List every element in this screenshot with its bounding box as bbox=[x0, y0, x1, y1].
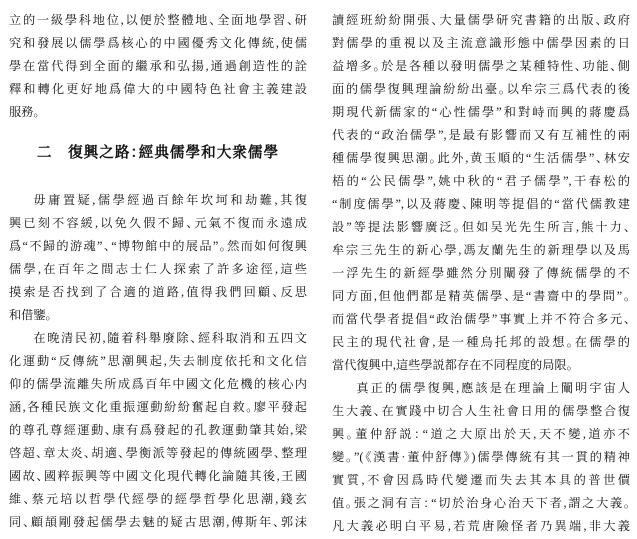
section-heading: 二 復興之路：經典儒學和大衆儒學 bbox=[36, 145, 280, 161]
text-line: 梧的“公民儒學”,姚中秋的“君子儒學”,干春松的 bbox=[332, 174, 630, 188]
text-line: 民主的現代社會,是一種烏托邦的設想。在儒學的 bbox=[332, 335, 630, 349]
text-line: 變。”(《漢書·董仲舒傳》)儒學傳統有其一貫的精神 bbox=[332, 450, 630, 464]
text-line: 興。董仲舒説：“道之大原出於天,天不變,道亦不 bbox=[332, 427, 630, 441]
text-line: 同、顧頡剛發起儒學去魅的疑古思潮,傅斯年、郭沫 bbox=[9, 515, 307, 529]
text-line: 興已刻不容緩,以免久假不歸、元氣不復而永遠成 bbox=[9, 216, 307, 230]
text-line: 生大義、在實踐中切合人生社會日用的儒學整合復 bbox=[332, 404, 630, 418]
text-column-right bbox=[332, 9, 630, 539]
text-line: 學在當代得到全面的繼承和弘揚,通過創造性的詮 bbox=[9, 59, 307, 73]
text-line: 立的一級學科地位,以便於整體地、全面地學習、研 bbox=[9, 13, 307, 27]
paragraph bbox=[9, 327, 307, 534]
text-line: 凡大義必明白平易,若荒唐險怪者乃異端,非大義 bbox=[332, 519, 630, 533]
text-line: “制度儒學”,以及蔣慶、陳明等提倡的“當代儒教建 bbox=[332, 197, 630, 211]
text-line: 值。張之洞有言：“切於治身心治天下者,謂之大義。 bbox=[332, 496, 630, 510]
text-line: 摸索是否找到了合適的道路,值得我們回顧、反思 bbox=[9, 285, 307, 299]
text-line: 啓超、章太炎、胡適、學衡派等發起的傳統國學、整理 bbox=[9, 446, 307, 460]
text-line: 爲“不歸的游魂”、“博物館中的展品”。然而如何復興 bbox=[9, 239, 307, 253]
text-line: 牟宗三先生的新心學,馮友蘭先生的新理學以及馬 bbox=[332, 243, 630, 257]
text-line: 維、蔡元培以哲學代經學的經學哲學化思潮,錢玄 bbox=[9, 492, 307, 506]
text-line: 在晚清民初,隨着科舉廢除、經科取消和五四文 bbox=[33, 331, 307, 345]
paragraph-continuation bbox=[332, 9, 630, 377]
text-line: 服務。 bbox=[9, 105, 40, 119]
text-line: 儒學,在百年之間志士仁人探索了許多途徑,這些 bbox=[9, 262, 307, 276]
text-line: 設”等提法影響廣泛。但如吴光先生所言,熊十力、 bbox=[332, 220, 630, 234]
text-line: 代表的“政治儒學”,是最有影響而又有互補性的兩 bbox=[332, 128, 630, 142]
text-line: 化運動“反傳統”思潮興起,失去制度依托和文化信 bbox=[9, 354, 307, 368]
text-line: 和借鑒。 bbox=[9, 308, 52, 322]
text-line: 究和發展以儒學爲核心的中國優秀文化傳統,使儒 bbox=[9, 36, 307, 50]
text-line: 種儒學復興思潮。此外,黄玉順的“生活儒學”、林安 bbox=[332, 151, 630, 165]
paragraph bbox=[9, 189, 307, 327]
text-line: 真正的儒學復興,應該是在理論上闡明宇宙人 bbox=[356, 381, 630, 395]
text-line: 益增多。於是各種以發明儒學之某種特性、功能、側 bbox=[332, 59, 630, 73]
text-line: 仰的儒學流離失所成爲百年中國文化危機的核心内 bbox=[9, 377, 307, 391]
text-line: 的尊孔尊經運動、康有爲發起的孔教運動肇其始,梁 bbox=[9, 423, 307, 437]
paragraph bbox=[332, 377, 630, 538]
text-line: 一浮先生的新經學雖然分別闡發了傳統儒學的不 bbox=[332, 266, 630, 280]
paragraph-continuation bbox=[9, 9, 307, 124]
text-line: 釋和轉化更好地爲偉大的中國特色社會主義建設 bbox=[9, 82, 307, 96]
text-line: 讀經班紛紛開張、大量儒學研究書籍的出版、政府 bbox=[332, 13, 630, 27]
text-line: 毋庸置疑,儒學經過百餘年坎坷和劫難,其復 bbox=[33, 193, 307, 207]
text-line: 實質,不會因爲時代變遷而失去其本具的普世價 bbox=[332, 473, 630, 487]
text-line: 涵,各種民族文化重振運動紛紛奮起自救。廖平發起 bbox=[9, 400, 307, 414]
text-line: 而當代學者提倡“政治儒學”事實上并不符合多元、 bbox=[332, 312, 630, 326]
text-line: 同方面,但他們都是精英儒學、是“書齋中的學問”。 bbox=[332, 289, 630, 303]
text-line: 當代復興中,這些學説都存在不同程度的局限。 bbox=[332, 358, 573, 372]
text-line: 面的儒學復興理論紛紛出臺。以牟宗三爲代表的後 bbox=[332, 82, 630, 96]
text-line: 國故、國粹振興等中國文化現代轉化論隨其後,王國 bbox=[9, 469, 307, 483]
text-line: 對儒學的重視以及主流意識形態中儒學因素的日 bbox=[332, 36, 630, 50]
text-column-left bbox=[9, 9, 307, 539]
text-line: 期現代新儒家的“心性儒學”和對峙而興的蔣慶爲 bbox=[332, 105, 630, 119]
